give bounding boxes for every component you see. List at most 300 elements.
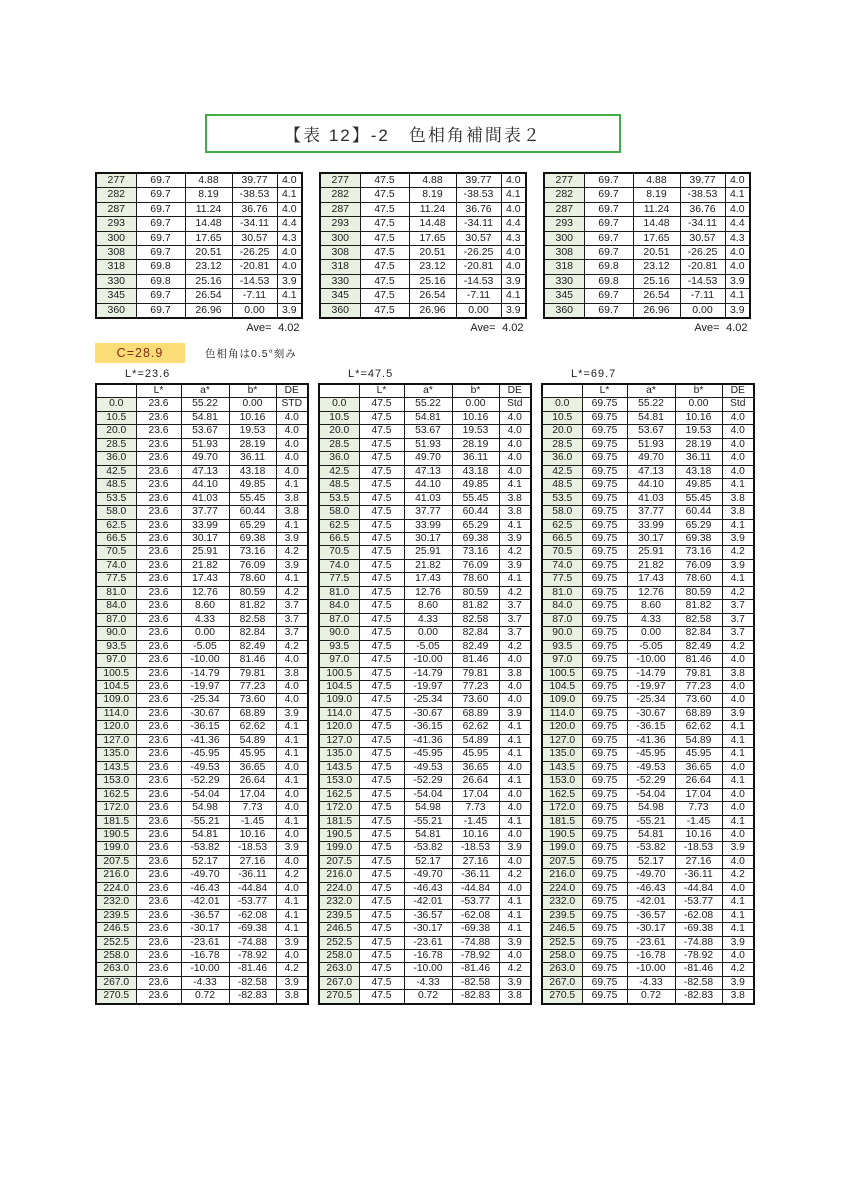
table-row xyxy=(542,667,754,680)
table-cell: 10.5 xyxy=(542,411,582,424)
table-cell: 73.16 xyxy=(675,546,722,559)
table-cell: 4.0 xyxy=(276,788,308,801)
table-cell: 54.81 xyxy=(627,411,675,424)
table-cell: 36.65 xyxy=(675,761,722,774)
table-cell: 224.0 xyxy=(319,882,359,895)
table-cell: 23.6 xyxy=(136,519,181,532)
header-row xyxy=(319,384,531,398)
table-cell: 282 xyxy=(320,188,360,202)
table-cell: 47.5 xyxy=(360,260,409,274)
table-cell: 23.6 xyxy=(136,532,181,545)
table-cell: 23.12 xyxy=(633,260,680,274)
table-cell: 11.24 xyxy=(409,202,456,216)
table-cell: 4.0 xyxy=(499,465,531,478)
table-row xyxy=(542,788,754,801)
table-cell: 3.9 xyxy=(277,274,302,288)
table-cell: 49.85 xyxy=(675,479,722,492)
table-cell: 4.1 xyxy=(499,815,531,828)
table-cell: 23.6 xyxy=(136,815,181,828)
table-cell: 47.5 xyxy=(359,828,404,841)
table-cell: 53.5 xyxy=(542,492,582,505)
table-cell: 47.5 xyxy=(360,202,409,216)
table-cell: 0.00 xyxy=(456,303,501,318)
table-cell: 360 xyxy=(544,303,584,318)
table-cell: 36.76 xyxy=(232,202,277,216)
table-cell: 109.0 xyxy=(96,694,136,707)
table-cell: 23.6 xyxy=(136,748,181,761)
table-cell: 82.58 xyxy=(675,613,722,626)
table-cell: 12.76 xyxy=(404,586,452,599)
table-row xyxy=(542,842,754,855)
table-cell: 4.1 xyxy=(722,573,754,586)
header-cell: b* xyxy=(229,384,276,398)
table-cell: 3.8 xyxy=(499,667,531,680)
table-cell: 308 xyxy=(544,246,584,260)
table-cell: 330 xyxy=(320,274,360,288)
table-cell: 3.8 xyxy=(722,667,754,680)
table-cell: 7.73 xyxy=(452,802,499,815)
table-cell: 8.60 xyxy=(181,600,229,613)
table-cell: 69.7 xyxy=(584,202,633,216)
table-cell: 53.67 xyxy=(181,425,229,438)
table-cell: -14.79 xyxy=(627,667,675,680)
table-row xyxy=(544,202,750,216)
table-row xyxy=(320,289,526,303)
table-cell: 70.5 xyxy=(96,546,136,559)
table-row xyxy=(96,788,308,801)
table-cell: 52.17 xyxy=(404,855,452,868)
table-cell: -82.58 xyxy=(675,976,722,989)
table-cell: 135.0 xyxy=(542,748,582,761)
table-cell: -25.34 xyxy=(627,694,675,707)
table-row xyxy=(319,802,531,815)
table-cell: 224.0 xyxy=(96,882,136,895)
table-cell: 54.89 xyxy=(229,734,276,747)
table-cell: 20.0 xyxy=(319,425,359,438)
table-cell: -55.21 xyxy=(404,815,452,828)
table-cell: -20.81 xyxy=(680,260,725,274)
table-cell: 69.75 xyxy=(582,492,627,505)
table-cell: 47.5 xyxy=(360,289,409,303)
header-cell: a* xyxy=(404,384,452,398)
table-cell: 3.8 xyxy=(722,990,754,1004)
table-cell: 0.00 xyxy=(181,627,229,640)
table-cell: -78.92 xyxy=(452,950,499,963)
table-cell: 4.0 xyxy=(499,654,531,667)
table-cell: 4.0 xyxy=(499,802,531,815)
table-cell: 47.5 xyxy=(359,559,404,572)
table-row xyxy=(96,573,308,586)
table-cell: 4.1 xyxy=(725,289,750,303)
table-cell: 26.54 xyxy=(409,289,456,303)
table-cell: 109.0 xyxy=(542,694,582,707)
table-row xyxy=(542,398,754,411)
table-cell: 51.93 xyxy=(627,438,675,451)
table-cell: -38.53 xyxy=(680,188,725,202)
table-cell: -14.53 xyxy=(680,274,725,288)
table-cell: -41.36 xyxy=(404,734,452,747)
table-cell: -44.84 xyxy=(229,882,276,895)
table-cell: 4.0 xyxy=(722,828,754,841)
table-cell: 21.82 xyxy=(404,559,452,572)
table-cell: -45.95 xyxy=(181,748,229,761)
header-cell: L* xyxy=(359,384,404,398)
table-cell: 293 xyxy=(544,217,584,231)
table-cell: 3.8 xyxy=(499,506,531,519)
table-cell: -36.15 xyxy=(627,721,675,734)
table-cell: 90.0 xyxy=(319,627,359,640)
table-cell: 69.75 xyxy=(582,963,627,976)
table-cell: 54.81 xyxy=(627,828,675,841)
table-row xyxy=(96,963,308,976)
table-cell: 300 xyxy=(96,231,136,245)
table-cell: -10.00 xyxy=(181,654,229,667)
table-cell: -10.00 xyxy=(404,654,452,667)
table-cell: 4.0 xyxy=(722,950,754,963)
table-cell: -38.53 xyxy=(232,188,277,202)
table-cell: 239.5 xyxy=(542,909,582,922)
table-cell: 69.75 xyxy=(582,842,627,855)
table-cell: 25.91 xyxy=(404,546,452,559)
table-cell: 23.12 xyxy=(185,260,232,274)
table-cell: 47.5 xyxy=(359,761,404,774)
table-row xyxy=(96,260,302,274)
table-cell: 4.1 xyxy=(277,188,302,202)
table-cell: 90.0 xyxy=(542,627,582,640)
table-row xyxy=(96,694,308,707)
table-row xyxy=(542,802,754,815)
table-cell: 318 xyxy=(544,260,584,274)
table-cell: 81.82 xyxy=(452,600,499,613)
table-cell: 37.77 xyxy=(627,506,675,519)
table-cell: 23.6 xyxy=(136,479,181,492)
table-cell: 69.75 xyxy=(582,761,627,774)
table-cell: 23.6 xyxy=(136,600,181,613)
table-cell: -38.53 xyxy=(456,188,501,202)
table-cell: 3.9 xyxy=(276,532,308,545)
table-cell: 69.75 xyxy=(582,950,627,963)
table-cell: 135.0 xyxy=(319,748,359,761)
table-cell: 60.44 xyxy=(229,506,276,519)
table-cell: 263.0 xyxy=(542,963,582,976)
table-cell: 0.00 xyxy=(680,303,725,318)
table-cell: 23.6 xyxy=(136,775,181,788)
table-cell: 4.1 xyxy=(276,479,308,492)
table-cell: 26.96 xyxy=(633,303,680,318)
header-cell xyxy=(96,384,136,398)
table-cell: 4.1 xyxy=(499,748,531,761)
table-cell: 172.0 xyxy=(96,802,136,815)
table-cell: 4.2 xyxy=(276,869,308,882)
table-row xyxy=(320,274,526,288)
table-cell: 4.2 xyxy=(276,640,308,653)
table-cell: -36.11 xyxy=(675,869,722,882)
table-cell: 23.6 xyxy=(136,990,181,1004)
table-cell: 84.0 xyxy=(542,600,582,613)
table-row xyxy=(542,573,754,586)
table-cell: 300 xyxy=(544,231,584,245)
table-cell: 4.0 xyxy=(501,202,526,216)
table-cell: 216.0 xyxy=(96,869,136,882)
table-cell: -69.38 xyxy=(229,923,276,936)
table-cell: 4.1 xyxy=(722,775,754,788)
table-cell: 49.70 xyxy=(404,452,452,465)
table-cell: 55.22 xyxy=(627,398,675,411)
table-row xyxy=(319,842,531,855)
table-row xyxy=(320,217,526,231)
table-row xyxy=(96,246,302,260)
table-cell: 27.16 xyxy=(675,855,722,868)
table-cell: -14.79 xyxy=(181,667,229,680)
table-cell: 77.23 xyxy=(452,680,499,693)
table-cell: 69.75 xyxy=(582,909,627,922)
table-cell: 4.1 xyxy=(722,479,754,492)
table-cell: 69.75 xyxy=(582,640,627,653)
table-cell: 44.10 xyxy=(181,479,229,492)
table-cell: 47.5 xyxy=(359,909,404,922)
table-cell: 69.75 xyxy=(582,398,627,411)
table-cell: 60.44 xyxy=(675,506,722,519)
table-cell: -19.97 xyxy=(627,680,675,693)
table-cell: 28.5 xyxy=(319,438,359,451)
table-cell: 143.5 xyxy=(542,761,582,774)
header-cell xyxy=(542,384,582,398)
table-cell: 68.89 xyxy=(452,707,499,720)
table-cell: 53.5 xyxy=(319,492,359,505)
table-cell: 277 xyxy=(544,173,584,188)
table-cell: 28.5 xyxy=(96,438,136,451)
table-cell: 69.75 xyxy=(582,465,627,478)
table-cell: 97.0 xyxy=(96,654,136,667)
table-row xyxy=(96,202,302,216)
interpolation-table-wrap-1 xyxy=(95,368,307,1005)
table-cell: 4.0 xyxy=(725,202,750,216)
table-cell: 77.5 xyxy=(96,573,136,586)
table-cell: -74.88 xyxy=(229,936,276,949)
table-cell: 224.0 xyxy=(542,882,582,895)
table-cell: -10.00 xyxy=(181,963,229,976)
table-cell: 39.77 xyxy=(456,173,501,188)
table-cell: 25.16 xyxy=(185,274,232,288)
table-cell: 3.8 xyxy=(499,492,531,505)
table-cell: 69.7 xyxy=(584,303,633,318)
table-cell: 69.7 xyxy=(584,217,633,231)
table-cell: 4.0 xyxy=(499,761,531,774)
table-cell: -46.43 xyxy=(627,882,675,895)
table-row xyxy=(542,506,754,519)
table-row xyxy=(542,976,754,989)
table-cell: 181.5 xyxy=(319,815,359,828)
table-row xyxy=(96,828,308,841)
table-row xyxy=(96,479,308,492)
table-cell: 17.65 xyxy=(409,231,456,245)
table-cell: 19.53 xyxy=(675,425,722,438)
table-cell: 3.9 xyxy=(499,976,531,989)
table-cell: 3.8 xyxy=(276,492,308,505)
table-cell: 47.13 xyxy=(627,465,675,478)
table-cell: 120.0 xyxy=(96,721,136,734)
table-cell: 55.22 xyxy=(181,398,229,411)
table-cell: 66.5 xyxy=(96,532,136,545)
table-cell: 3.9 xyxy=(725,274,750,288)
table-cell: 239.5 xyxy=(319,909,359,922)
table-cell: 47.5 xyxy=(359,613,404,626)
table-cell: 23.6 xyxy=(136,828,181,841)
table-cell: 7.73 xyxy=(229,802,276,815)
table-cell: 267.0 xyxy=(542,976,582,989)
table-cell: 69.75 xyxy=(582,775,627,788)
table-cell: 87.0 xyxy=(319,613,359,626)
table-cell: 4.3 xyxy=(725,231,750,245)
table-cell: 0.72 xyxy=(181,990,229,1004)
table-row xyxy=(544,231,750,245)
table-row xyxy=(96,627,308,640)
table-row xyxy=(319,990,531,1004)
table-cell: 28.5 xyxy=(542,438,582,451)
table-cell: 20.51 xyxy=(409,246,456,260)
table-cell: 47.5 xyxy=(359,896,404,909)
table-cell: 81.0 xyxy=(96,586,136,599)
table-cell: 246.5 xyxy=(542,923,582,936)
table-cell: 4.1 xyxy=(725,188,750,202)
table-cell: 100.5 xyxy=(319,667,359,680)
interpolation-tables-row xyxy=(95,368,753,1005)
table-cell: 23.6 xyxy=(136,640,181,653)
table-cell: 69.75 xyxy=(582,748,627,761)
table-row xyxy=(542,546,754,559)
table-cell: 69.75 xyxy=(582,573,627,586)
table-row xyxy=(319,896,531,909)
table-cell: STD xyxy=(276,398,308,411)
table-cell: 4.0 xyxy=(725,260,750,274)
summary-table-wrap-2 xyxy=(319,172,525,334)
table-cell: 0.0 xyxy=(319,398,359,411)
table-cell: 55.45 xyxy=(675,492,722,505)
table-row xyxy=(96,173,302,188)
table-cell: 3.9 xyxy=(722,936,754,949)
table-cell: -74.88 xyxy=(675,936,722,949)
table-cell: 97.0 xyxy=(319,654,359,667)
table-cell: 181.5 xyxy=(542,815,582,828)
table-cell: -82.58 xyxy=(229,976,276,989)
table-row xyxy=(542,815,754,828)
table-cell: 258.0 xyxy=(319,950,359,963)
table-row xyxy=(544,217,750,231)
table-cell: 23.6 xyxy=(136,559,181,572)
table-cell: -62.08 xyxy=(675,909,722,922)
table-cell: -18.53 xyxy=(229,842,276,855)
table-cell: 4.1 xyxy=(501,289,526,303)
table-cell: 69.75 xyxy=(582,828,627,841)
table-cell: 4.0 xyxy=(722,465,754,478)
table-cell: 48.5 xyxy=(96,479,136,492)
table-cell: 23.6 xyxy=(136,761,181,774)
table-row xyxy=(542,748,754,761)
table-cell: -23.61 xyxy=(404,936,452,949)
table-row xyxy=(319,950,531,963)
table-cell: -16.78 xyxy=(627,950,675,963)
table-row xyxy=(320,231,526,245)
table-title-box xyxy=(205,114,621,153)
table-cell: 3.7 xyxy=(499,600,531,613)
table-cell: 4.0 xyxy=(501,260,526,274)
table-row xyxy=(96,721,308,734)
table-cell: 87.0 xyxy=(96,613,136,626)
table-cell: 10.16 xyxy=(229,828,276,841)
table-cell: 4.1 xyxy=(499,519,531,532)
table-cell: 216.0 xyxy=(319,869,359,882)
table-cell: 3.9 xyxy=(499,842,531,855)
table-row xyxy=(96,640,308,653)
table-row xyxy=(96,923,308,936)
table-row xyxy=(96,425,308,438)
table-cell: 69.38 xyxy=(452,532,499,545)
table-cell: 4.1 xyxy=(277,289,302,303)
table-cell: -36.57 xyxy=(404,909,452,922)
table-cell: 73.60 xyxy=(229,694,276,707)
table-cell: 127.0 xyxy=(96,734,136,747)
table-cell: 4.2 xyxy=(722,586,754,599)
table-cell: 69.7 xyxy=(584,173,633,188)
table-cell: 49.85 xyxy=(229,479,276,492)
table-cell: 47.5 xyxy=(360,188,409,202)
table-cell: 28.19 xyxy=(675,438,722,451)
table-cell: 33.99 xyxy=(404,519,452,532)
table-cell: -1.45 xyxy=(675,815,722,828)
table-cell: 4.0 xyxy=(722,788,754,801)
table-cell: -30.67 xyxy=(404,707,452,720)
table-cell: 82.58 xyxy=(229,613,276,626)
table-cell: 54.98 xyxy=(181,802,229,815)
table-cell: 3.8 xyxy=(722,506,754,519)
table-cell: -49.53 xyxy=(404,761,452,774)
table-cell: 287 xyxy=(320,202,360,216)
table-cell: 33.99 xyxy=(627,519,675,532)
table-row xyxy=(96,882,308,895)
table-cell: 28.19 xyxy=(229,438,276,451)
table-cell: 10.5 xyxy=(319,411,359,424)
table-cell: -34.11 xyxy=(232,217,277,231)
table-cell: 23.6 xyxy=(136,694,181,707)
table-row xyxy=(544,303,750,318)
table-cell: 65.29 xyxy=(452,519,499,532)
table-cell: 82.49 xyxy=(452,640,499,653)
table-cell: 69.75 xyxy=(582,586,627,599)
table-cell: 3.8 xyxy=(276,667,308,680)
table-cell: 23.6 xyxy=(136,707,181,720)
table-cell: 4.0 xyxy=(722,680,754,693)
table-cell: 3.9 xyxy=(499,559,531,572)
table-cell: 60.44 xyxy=(452,506,499,519)
table-cell: 3.9 xyxy=(499,532,531,545)
table-cell: 69.7 xyxy=(136,231,185,245)
table-cell: 66.5 xyxy=(542,532,582,545)
table-cell: 47.5 xyxy=(359,479,404,492)
table-cell: 36.76 xyxy=(456,202,501,216)
table-cell: 360 xyxy=(320,303,360,318)
table-cell: 28.19 xyxy=(452,438,499,451)
table-cell: 3.8 xyxy=(499,990,531,1004)
table-cell: 23.6 xyxy=(136,506,181,519)
table-cell: 54.98 xyxy=(404,802,452,815)
table-cell: 62.62 xyxy=(675,721,722,734)
table-row xyxy=(96,600,308,613)
table-cell: 4.0 xyxy=(722,654,754,667)
table-cell: 77.23 xyxy=(229,680,276,693)
table-cell: 66.5 xyxy=(319,532,359,545)
table-cell: 81.46 xyxy=(675,654,722,667)
table-cell: 4.1 xyxy=(499,479,531,492)
